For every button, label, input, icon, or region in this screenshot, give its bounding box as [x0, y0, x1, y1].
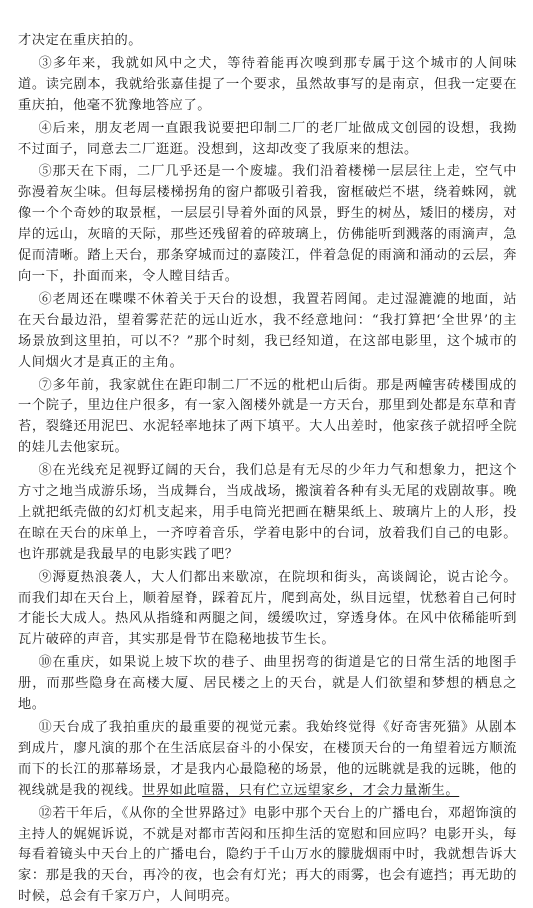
- paragraph-3: ④后来，朋友老周一直跟我说要把印制二厂的老厂址做成文创园的设想，我拗不过面子，同意去二厂逛逛。没想到，这却改变了我原来的想法。: [18, 120, 517, 157]
- paragraph-10-text: ⑪天台成了我拍重庆的最重要的视觉元素。我始终觉得《好奇害死猫》从剧本到成片，廖凡演的那个在生活底层奋斗的小保安，在楼顶天台的一角望着远方顺流而下的长江的那幕场景，才是我内心最隐秘的场景，他的远眺就是我的远眺，他的视线就是我的视线。: [18, 720, 517, 798]
- paragraph-2: ③多年来，我就如风中之犬，等待着能再次嗅到那专属于这个城市的人间味道。读完剧本，我就给张嘉佳提了一个要求，虽然故事写的是南京，但我一定要在重庆拍，他毫不犹豫地答应了。: [18, 55, 517, 113]
- paragraph-6: ⑦多年前，我家就住在距印制二厂不远的枇杷山后街。那是两幢害砖楼围成的一个院子，里边住户很多，有一家入阁楼外就是一方天台，那里到处都是东草和青苔，裂缝还用泥巴、水泥轻率地抹了两下填平。大人出差时，他家孩子就招呼全院的娃儿去他家玩。: [18, 377, 517, 456]
- paragraph-1: 才决定在重庆拍的。: [18, 33, 143, 48]
- paragraph-9: ⑩在重庆，如果说上坡下坎的巷子、曲里拐弯的街道是它的日常生活的地图手册，而那些隐身在高楼大厦、居民楼之上的天台，就是人们欲望和梦想的栖息之地。: [18, 655, 517, 713]
- paragraph-11: ⑫若干年后，《从你的全世界路过》电影中那个天台上的广播电台，邓超饰演的主持人的娓娓诉说，不就是对都市苦闷和压抑生活的宽慰和回应吗？电影开头，每每看着镜头中天台上的广播电台，隐约于千山万水的朦胧烟雨中时，我就想告诉大家：那是我的天台，再冷的夜，也会有灯光；再大的雨雾，也会有遮挡；再无助的时候，总会有千家万户，人间明亮。: [18, 805, 517, 905]
- paragraph-8: ⑨溽夏热浪袭人，大人们都出来歇凉，在院坝和街头，高谈阔论，说古论今。而我们却在天台上，顺着屋脊，踩着瓦片，爬到高处，纵目远望，忧愁着自己何时才能长大成人。热风从指缝和两腿之间，缓缓吹过，穿透身体。在风中依稀能听到瓦片破碎的声音，其实那是骨节在隐秘地拔节生长。: [18, 569, 517, 648]
- paragraph-10: [18, 718, 517, 802]
- paragraph-7: ⑧在光线充足视野辽阔的天台，我们总是有无尽的少年力气和想象力，把这个方寸之地当成游乐场，当成舞台，当成战场，搬演着各种有头无尾的戏剧故事。晚上就把纸壳做的幻灯机支起来，用手电筒光把画在糖果纸上、玻璃片上的人形，投在晾在天台的床单上，一齐哼着音乐，学着电影中的台词，放着我们自己的电影。也许那就是我最早的电影实践了吧？: [18, 463, 517, 562]
- paragraph-5: ⑥老周还在喋喋不休着关于天台的设想，我置若罔闻。走过湿漉漉的地面，站在天台最边沿，望着雾茫茫的远山近水，我不经意地问：“我打算把‘全世界’的主场景放到这里拍，可以不？”那个时刻，我已经知道，在这部电影里，这个城市的人间烟火才是真正的主角。: [18, 291, 517, 370]
- paragraph-4: ⑤那天在下雨，二厂几乎还是一个废墟。我们沿着楼梯一层层往上走，空气中弥漫着灰尘味。但每层楼梯拐角的窗户都吸引着我，窗框破烂不堪，绕着蛛网，就像一个个奇妙的取景框，一层层引导着外面的风景，野生的树丛，矮旧的楼房，对岸的远山，灰暗的天际，那些还残留着的碎玻璃上，仿佛能听到溅落的雨滴声，急促而清晰。踏上天台，那条穿城而过的嘉陵江，伴着急促的雨滴和涌动的云层，奔向一下，扑面而来，令人瞠目结舌。: [18, 164, 517, 284]
- underlined-sentence: 世界如此喧嚣，只有伫立远望家乡，才会力量渐生。: [142, 782, 460, 798]
